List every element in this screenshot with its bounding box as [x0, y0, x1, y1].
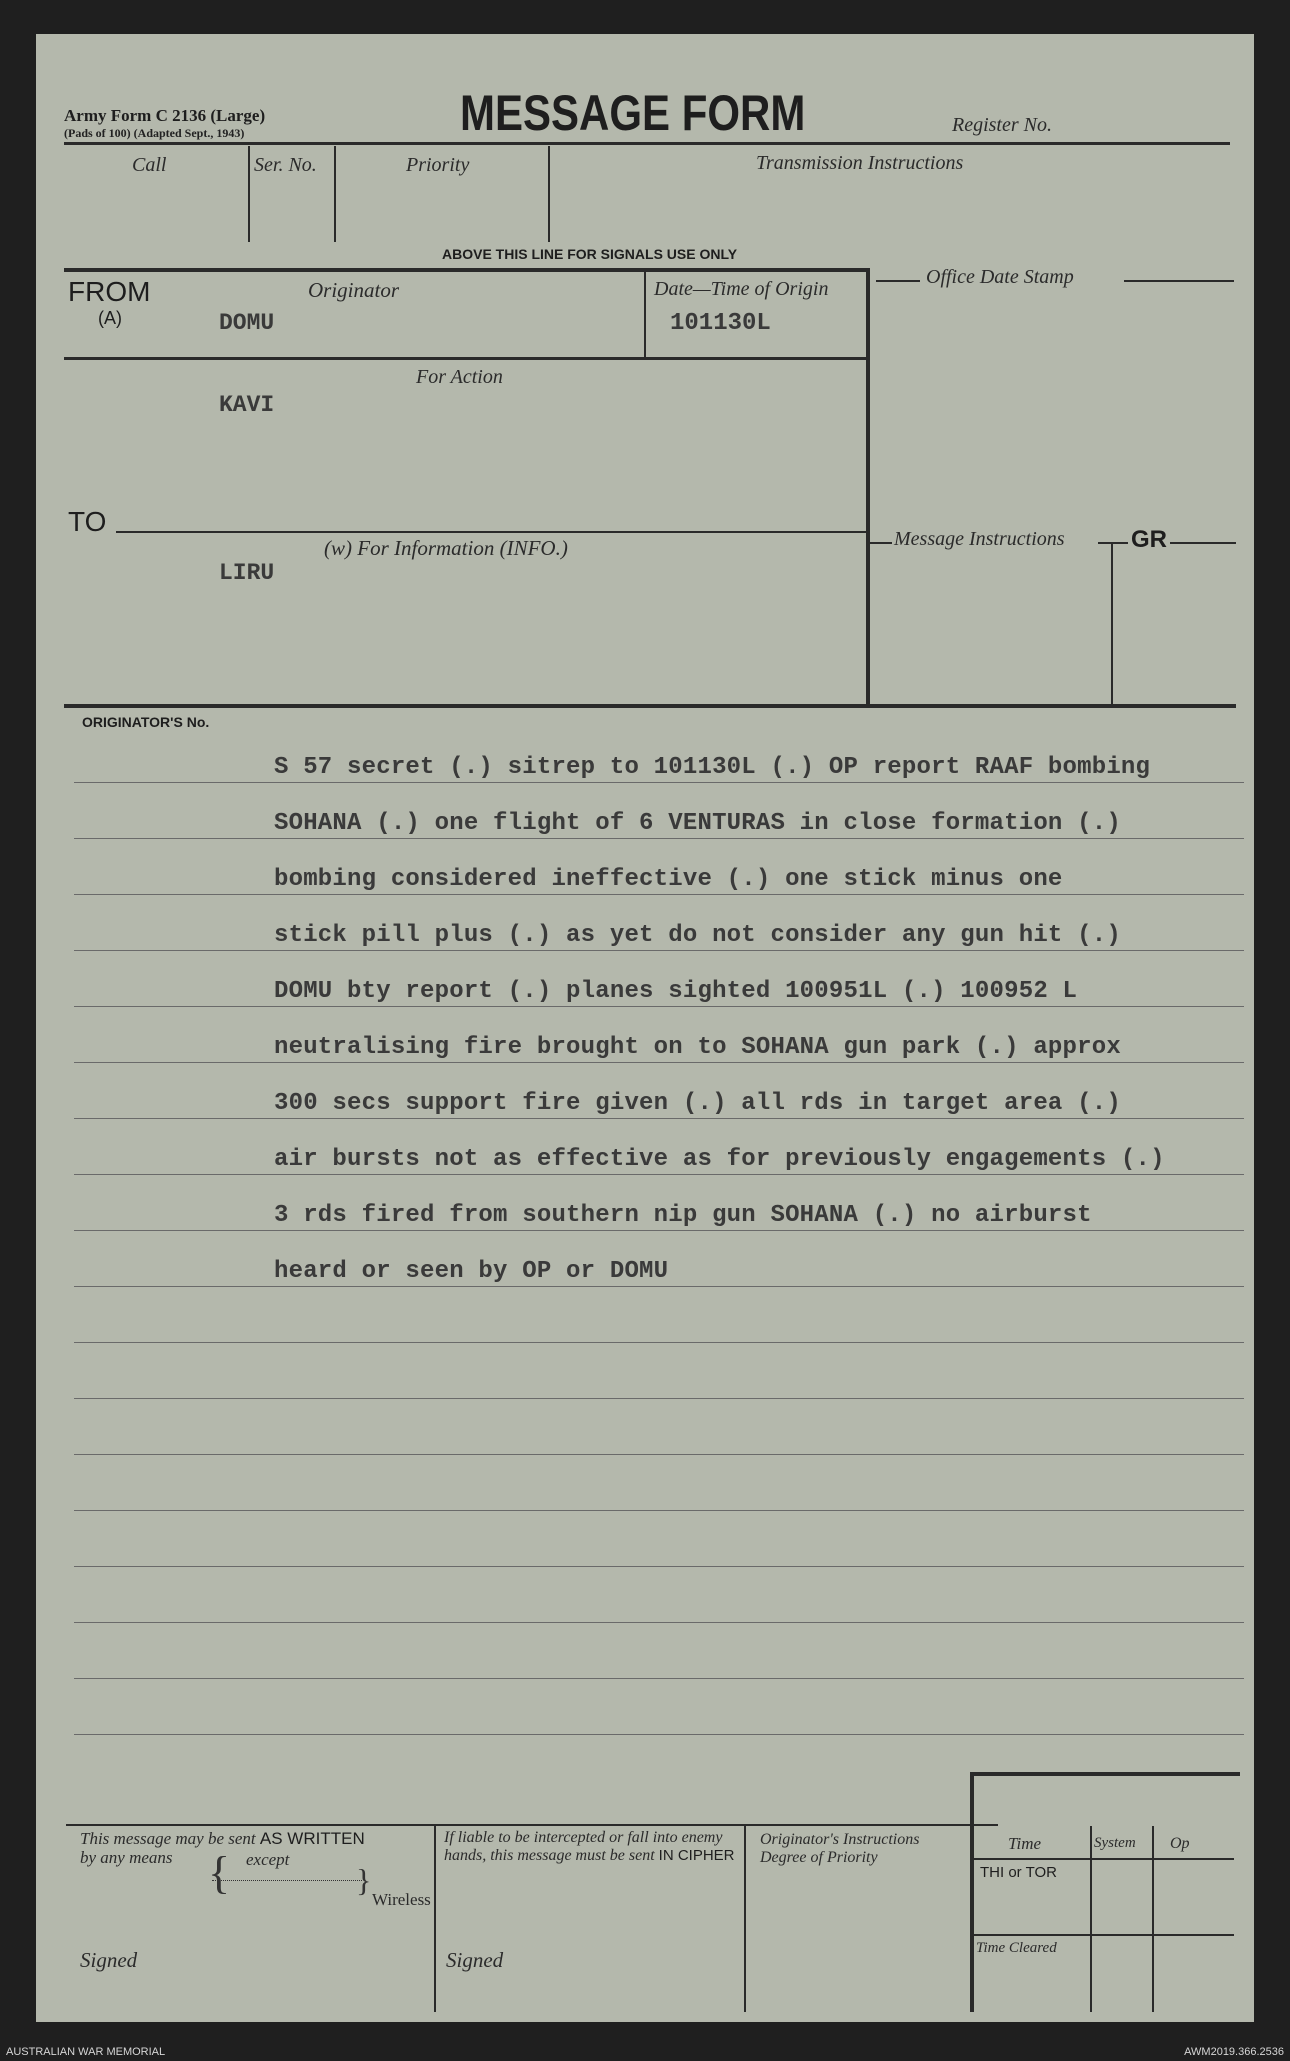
message-line: bombing considered ineffective (.) one stick minus one — [274, 866, 1063, 893]
footer-signed-1: Signed — [80, 1948, 138, 1972]
lower-rule — [64, 704, 1236, 708]
message-line: heard or seen by OP or DOMU — [274, 1258, 669, 1285]
signals-divider-3 — [548, 146, 550, 242]
office-stamp-label: Office Date Stamp — [926, 266, 1074, 288]
body-rule — [74, 1678, 1244, 1679]
op-divider — [1152, 1826, 1154, 2012]
credit-right: AWM2019.366.2536 — [1184, 2046, 1284, 2058]
to-rule — [116, 531, 866, 533]
op-label: Op — [1170, 1835, 1190, 1852]
body-rule — [74, 950, 1244, 951]
footer-col1-text: This message may be sent — [80, 1829, 260, 1848]
system-divider — [1090, 1826, 1092, 2012]
call-label: Call — [132, 154, 167, 176]
message-line: stick pill plus (.) as yet do not consider any gun hit (.) — [274, 922, 1121, 949]
brace-right-icon: } — [356, 1862, 372, 1898]
originator-no-label: ORIGINATOR'S No. — [82, 714, 210, 730]
footer-signed-2: Signed — [446, 1948, 504, 1972]
date-value: 101130L — [670, 310, 771, 337]
message-line: air bursts not as effective as for previously engagements (.) — [274, 1146, 1165, 1173]
body-rule — [74, 1398, 1244, 1399]
body-rule — [74, 1118, 1244, 1119]
transmission-label: Transmission Instructions — [756, 152, 964, 174]
body-rule — [74, 1734, 1244, 1735]
body-rule — [74, 1622, 1244, 1623]
message-line: neutralising fire brought on to SOHANA gun park (.) approx — [274, 1034, 1121, 1061]
body-rule — [74, 1006, 1244, 1007]
originator-instructions: Originator's Instructions — [760, 1831, 920, 1848]
for-info-value: LIRU — [219, 560, 275, 586]
footer-divider-1 — [434, 1826, 436, 2012]
gr-label: GR — [1128, 526, 1170, 554]
for-action-label: For Action — [416, 366, 503, 388]
body-rule — [74, 1510, 1244, 1511]
message-form-sheet — [36, 34, 1254, 2022]
time-cleared-label: Time Cleared — [976, 1940, 1057, 1956]
signals-divider-1 — [248, 146, 250, 242]
from-box-right — [866, 268, 870, 704]
ser-no-label: Ser. No. — [254, 154, 317, 176]
body-rule — [74, 1174, 1244, 1175]
msg-instr-rule-left — [870, 542, 892, 544]
brace-left-icon: { — [208, 1847, 231, 1898]
degree-of-priority: Degree of Priority — [760, 1849, 878, 1866]
cleared-row-rule — [974, 1934, 1234, 1936]
except-field — [212, 1880, 362, 1881]
header-rule — [64, 142, 1230, 145]
to-label: TO — [68, 506, 107, 537]
footer-col-2 — [444, 1829, 740, 1865]
footer-except: except — [246, 1850, 290, 1869]
stamp-rule-right — [1124, 280, 1234, 282]
message-line: SOHANA (.) one flight of 6 VENTURAS in close formation (.) — [274, 810, 1121, 837]
form-sub: (Pads of 100) (Adapted Sept., 1943) — [64, 126, 245, 140]
priority-label: Priority — [406, 154, 470, 176]
form-id: Army Form C 2136 (Large) — [64, 106, 266, 125]
system-label: System — [1094, 1835, 1136, 1851]
body-rule — [74, 838, 1244, 839]
time-row-rule — [974, 1858, 1234, 1860]
for-info-label: (w) For Information (INFO.) — [324, 536, 568, 560]
footer-cipher-text: If liable to be intercepted or fall into enemy hands, this message must be sent — [444, 1829, 723, 1864]
time-box-left — [970, 1772, 974, 2012]
footer-rule — [66, 1824, 998, 1826]
body-rule — [74, 1566, 1244, 1567]
signals-note: ABOVE THIS LINE FOR SIGNALS USE ONLY — [442, 246, 738, 262]
time-box-top — [970, 1772, 1240, 1776]
originator-value: DOMU — [219, 310, 275, 336]
body-rule — [74, 1454, 1244, 1455]
footer-in-cipher: IN CIPHER — [658, 1847, 735, 1864]
gr-divider — [1111, 542, 1113, 704]
from-box-bottom — [64, 357, 866, 360]
body-rule — [74, 1342, 1244, 1343]
stamp-rule-left — [876, 280, 920, 282]
body-rule — [74, 782, 1244, 783]
msg-instr-label: Message Instructions — [894, 528, 1065, 550]
message-line: DOMU bty report (.) planes sighted 100951L (.) 100952 L — [274, 978, 1078, 1005]
footer-as-written: AS WRITTEN — [259, 1829, 365, 1848]
originator-label: Originator — [308, 278, 400, 302]
footer-by-any-means: by any means — [80, 1848, 173, 1867]
from-label: FROM — [68, 276, 151, 307]
for-action-value: KAVI — [219, 392, 275, 418]
time-label: Time — [1008, 1834, 1042, 1853]
register-label: Register No. — [952, 114, 1052, 136]
message-line: 3 rds fired from southern nip gun SOHANA (.) no airburst — [274, 1202, 1092, 1229]
credit-left: AUSTRALIAN WAR MEMORIAL — [6, 2046, 166, 2058]
body-rule — [74, 1286, 1244, 1287]
body-rule — [74, 1230, 1244, 1231]
body-rule — [74, 894, 1244, 895]
footer-wireless: Wireless — [372, 1890, 431, 1909]
date-label: Date—Time of Origin — [654, 278, 829, 300]
body-rule — [74, 1062, 1244, 1063]
page-title: MESSAGE FORM — [460, 85, 806, 141]
message-line: S 57 secret (.) sitrep to 101130L (.) OP report RAAF bombing — [274, 754, 1151, 781]
date-divider — [644, 272, 646, 357]
footer-divider-2 — [744, 1826, 746, 2012]
message-line: 300 secs support fire given (.) all rds in target area (.) — [274, 1090, 1121, 1117]
from-box-top — [64, 268, 870, 272]
from-sub: (A) — [98, 308, 122, 328]
thi-tor-label: THI or TOR — [980, 1864, 1057, 1881]
signals-divider-2 — [334, 146, 336, 242]
